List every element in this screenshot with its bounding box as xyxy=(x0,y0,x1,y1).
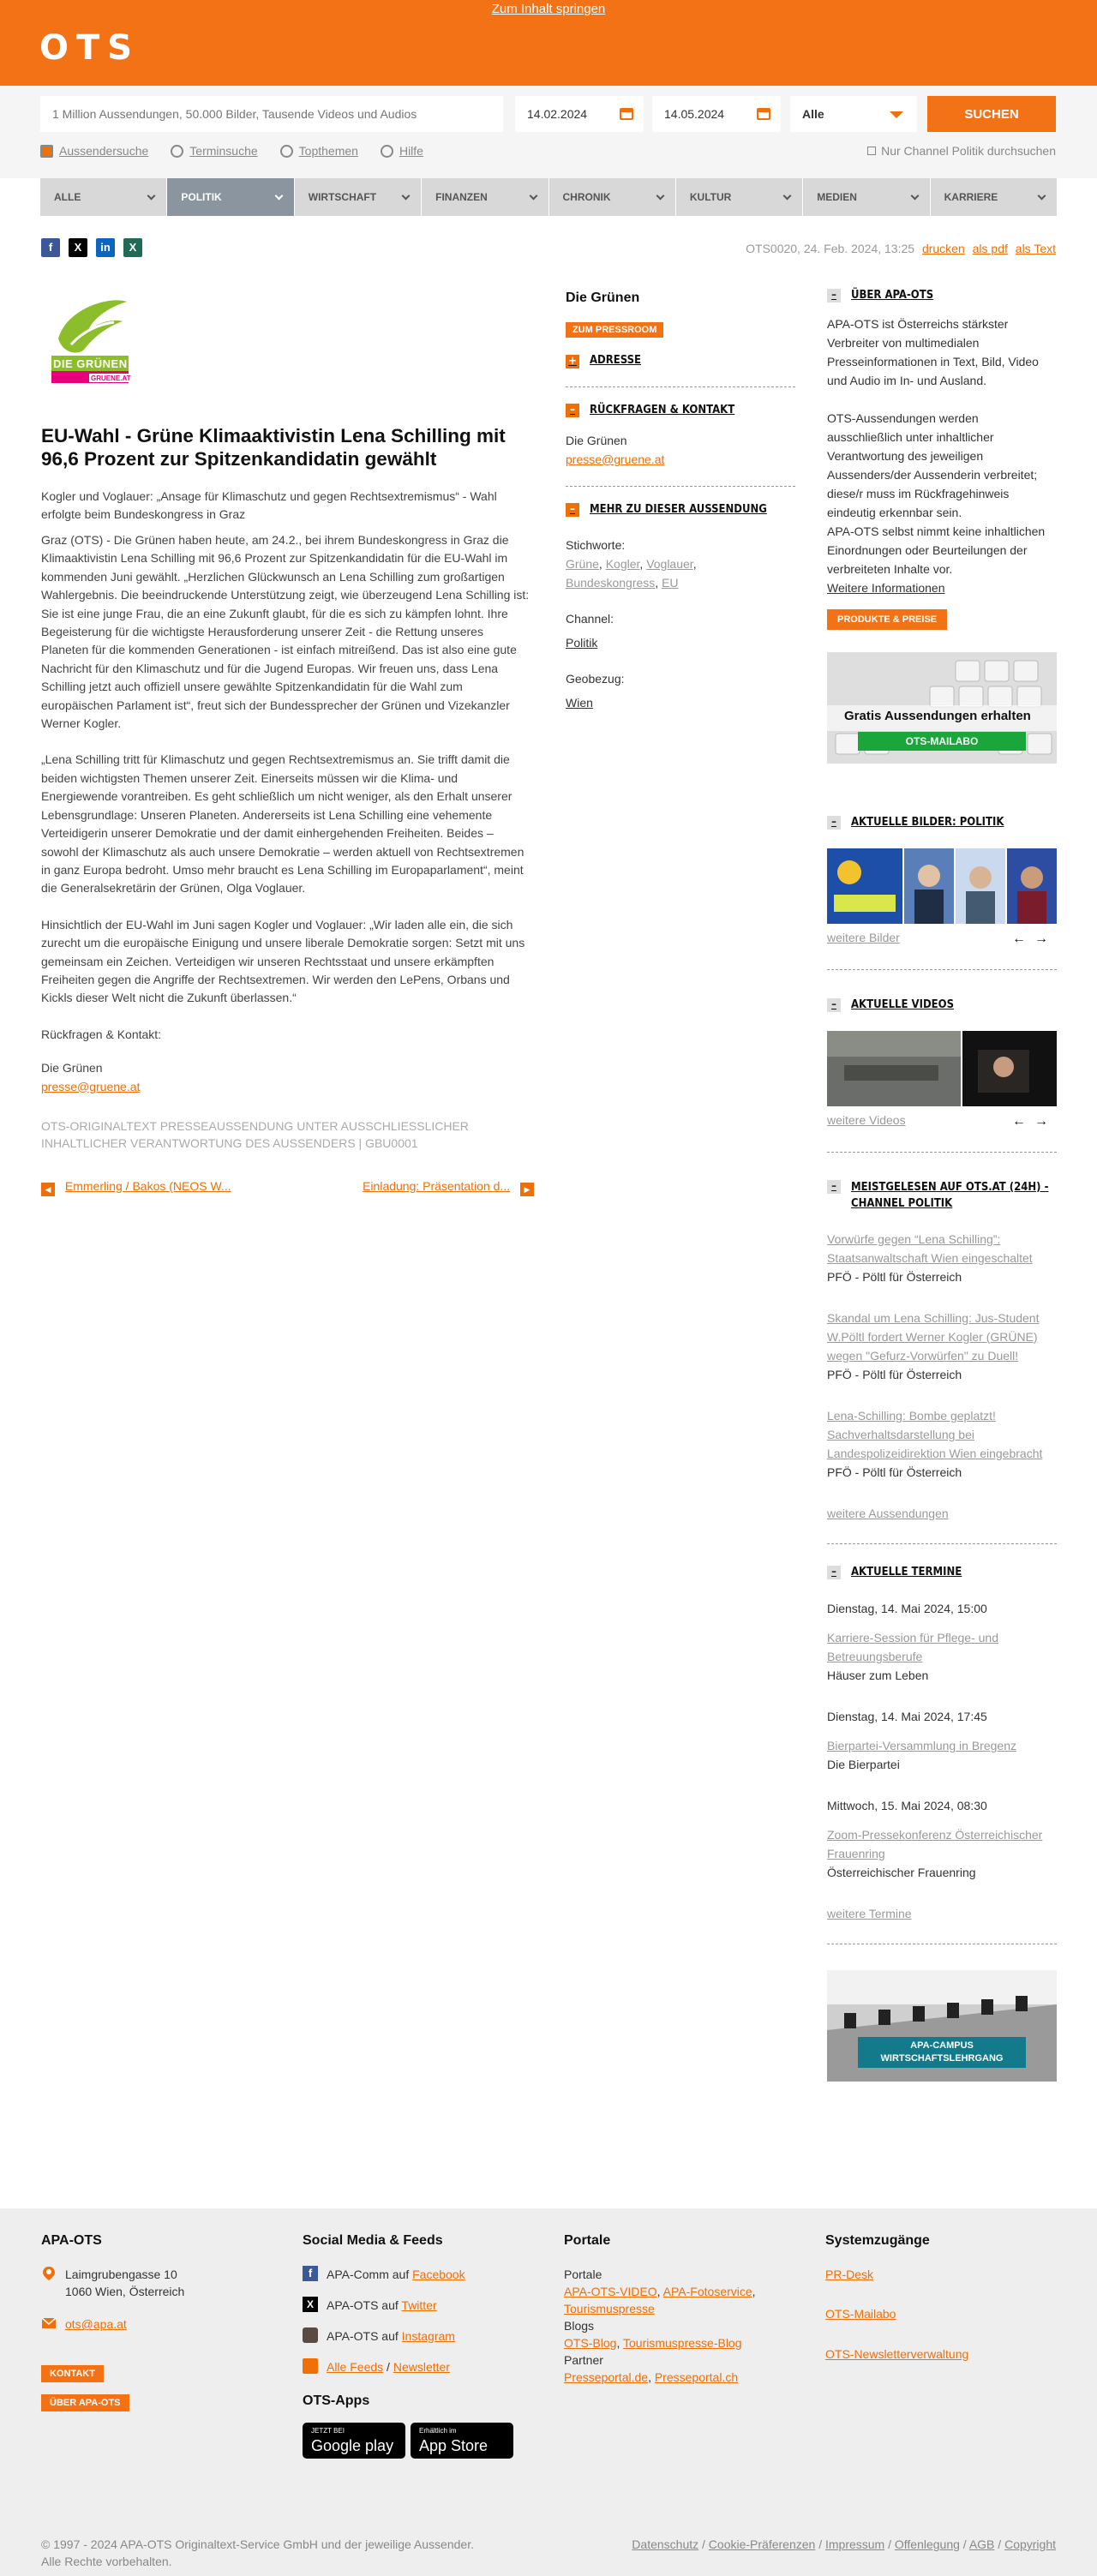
feeds-item: Alle Feeds / Newsletter xyxy=(303,2358,530,2375)
most-read-section xyxy=(827,1180,1057,1544)
event-link[interactable]: Zoom-Pressekonferenz Österreichischer Frauenring xyxy=(827,1828,1043,1861)
facebook-icon: f xyxy=(303,2266,318,2281)
disclosure-link[interactable]: Offenlegung xyxy=(894,2537,960,2551)
about-box xyxy=(827,288,1057,630)
contact-email-link[interactable]: presse@gruene.at xyxy=(566,452,665,466)
badge-title: Google play xyxy=(311,2437,394,2455)
image-thumbnail[interactable] xyxy=(1007,848,1057,924)
nav-tab-label: CHRONIK xyxy=(562,191,611,203)
nav-tab-politik[interactable] xyxy=(167,178,294,216)
top-topics-link[interactable] xyxy=(280,142,358,159)
system-link[interactable]: OTS-Newsletterverwaltung xyxy=(825,2346,969,2361)
more-toggle[interactable] xyxy=(566,502,795,518)
search-links xyxy=(40,142,423,159)
xing-icon[interactable]: X xyxy=(123,238,142,257)
footer-col-portals: Portale Portale APA-OTS-VIDEO, APA-Fotoservice, Tourismuspresse Blogs OTS-Blog, Tourismuspresse-Blog Partner Presseportal.de, Presseportal.ch xyxy=(564,2231,791,2386)
x-twitter-icon: X xyxy=(303,2297,318,2312)
sender-column xyxy=(566,288,795,712)
footer-heading: Portale xyxy=(564,2233,611,2248)
geo-label: Geobezug: xyxy=(566,671,625,686)
videos-nav xyxy=(827,1111,1057,1131)
partner-link[interactable]: Presseportal.de xyxy=(564,2370,649,2385)
blog-link[interactable]: Tourismuspresse-Blog xyxy=(623,2336,742,2351)
keyword-link[interactable]: Kogler xyxy=(605,556,640,571)
top-bar xyxy=(0,0,1097,86)
event-item xyxy=(827,1707,1057,1774)
minus-icon: – xyxy=(827,289,841,303)
article-paragraph: Graz (OTS) - Die Grünen haben heute, am 24.2., bei ihrem Bundeskongress in Graz die Klimaaktivistin Lena Schilling mit 96,6 Prozent zur Spitzenkandidatin für die EU-Wahl im kommenden Juni gewählt. „Herzlichen Glückwunsch an Lena Schilling zum großartigen Wahlergebnis. Die beeindruckende Unterstützung zeigt, wie überzeugend Lena Schilling ist: Sie ist eine junge Frau, die an eine Zukunft glaubt, für die es sich zu kämpfen lohnt. Ihre Begeisterung für die wichtigste Herausforderung unserer Zeit - die Rettung unseres Planeten für die kommenden Generationen - ist einfach mitreißend. Das ist also eine gute Nachricht für den Klimaschutz und für die Jugend Europas. Wir freuen uns, dass Lena Schilling jetzt auch offiziell unsere gewählte Spitzenkandidatin für die Wahl zum europäischen Parlament ist“, freut sich der Bundessprecher der Grünen und Vizekanzler Werner Kogler. xyxy=(41,533,530,731)
most-read-item xyxy=(827,1230,1057,1286)
nav-tab-medien[interactable] xyxy=(803,178,930,216)
footer-heading: OTS-Apps xyxy=(303,2393,370,2409)
nav-tab-chronik[interactable] xyxy=(549,178,676,216)
social-prefix: APA-Comm auf xyxy=(327,2267,410,2282)
arrow-left-icon: ◀ xyxy=(41,1183,55,1196)
contact-button[interactable]: KONTAKT xyxy=(41,2365,104,2382)
contact-org: Die Grünen xyxy=(566,433,627,447)
google-play-badge[interactable] xyxy=(303,2423,405,2459)
app-store-badge[interactable] xyxy=(411,2423,513,2459)
more-section: – MEHR ZU DIESER AUSSENDUNG Stichworte: Grüne, Kogler, Voglauer, Bundeskongress, EU Channel: Politik Geobezug: Wien xyxy=(566,487,795,712)
release-id: OTS0020, 24. Feb. 2024, 13:25 xyxy=(746,242,915,255)
mailabo-text: Gratis Aussendungen erhalten xyxy=(844,708,1031,723)
footer-col-social xyxy=(303,2231,530,2459)
portal-group-label: Partner xyxy=(564,2353,603,2368)
rss-icon xyxy=(303,2358,318,2374)
nav-tab-karriere[interactable] xyxy=(931,178,1057,216)
event-item xyxy=(827,1599,1057,1685)
blog-link[interactable]: OTS-Blog xyxy=(564,2336,617,2351)
campus-label-line: WIRTSCHAFTSLEHRGANG xyxy=(880,2053,1004,2064)
nav-tab-alle[interactable] xyxy=(40,178,167,216)
image-thumbnail[interactable] xyxy=(956,848,1005,924)
plus-icon: + xyxy=(566,355,579,368)
images-section xyxy=(827,815,1057,970)
more-releases-link[interactable]: weitere Aussendungen xyxy=(827,1506,949,1520)
cookie-link[interactable]: Cookie-Präferenzen xyxy=(708,2537,816,2551)
section-title: AKTUELLE TERMINE xyxy=(851,1565,962,1579)
images-nav xyxy=(827,929,1057,949)
address-section xyxy=(566,338,795,387)
footer-col-apa xyxy=(41,2231,268,2411)
chevron-down-icon xyxy=(402,192,411,201)
chevron-down-icon xyxy=(529,192,537,201)
products-prices-button[interactable]: PRODUKTE & PREISE xyxy=(827,609,947,630)
chevron-down-icon xyxy=(1038,192,1046,201)
most-read-link[interactable]: Skandal um Lena Schilling: Jus-Student W.Pöltl fordert Werner Kogler (GRÜNE) wegen "Gefurz-Vorwürfen" zu Duell! xyxy=(827,1310,1040,1363)
facebook-icon[interactable]: f xyxy=(41,238,60,257)
badge-title: App Store xyxy=(419,2437,489,2455)
date-from-value: 14.02.2024 xyxy=(527,107,588,121)
nav-tab-wirtschaft[interactable] xyxy=(295,178,422,216)
address-toggle[interactable] xyxy=(566,353,795,369)
events-toggle[interactable] xyxy=(827,1565,1057,1581)
calendar-icon[interactable] xyxy=(757,108,770,120)
search-area xyxy=(0,86,1097,178)
prev-next-nav xyxy=(41,1177,534,1196)
copyright xyxy=(41,2536,474,2570)
event-date: Mittwoch, 15. Mai 2024, 08:30 xyxy=(827,1799,987,1813)
instagram-icon xyxy=(303,2327,318,2343)
campus-banner[interactable] xyxy=(827,1970,1057,2082)
nav-tab-label: WIRTSCHAFT xyxy=(308,191,377,203)
contact-toggle[interactable] xyxy=(566,403,795,419)
mail-icon xyxy=(41,2315,57,2331)
nav-tab-label: MEDIEN xyxy=(817,191,857,203)
copyright-link[interactable]: Copyright xyxy=(1004,2537,1056,2551)
imprint-link[interactable]: Impressum xyxy=(824,2537,885,2551)
link-label: Hilfe xyxy=(399,144,423,158)
prev-release[interactable] xyxy=(41,1177,231,1196)
pdf-link[interactable]: als pdf xyxy=(972,242,1008,255)
chevron-down-icon xyxy=(783,192,792,201)
copyright-line: © 1997 - 2024 APA-OTS Originaltext-Service GmbH und der jeweilige Aussender. xyxy=(41,2537,474,2551)
section-title: AKTUELLE VIDEOS xyxy=(851,997,955,1011)
image-thumbnail[interactable] xyxy=(904,848,954,924)
address-line: 1060 Wien, Österreich xyxy=(65,2285,185,2299)
facebook-link[interactable]: Facebook xyxy=(412,2267,465,2282)
feeds-link[interactable]: Alle Feeds xyxy=(327,2360,384,2375)
legal-links: Datenschutz / Cookie-Präferenzen / Impressum / Offenlegung / AGB / Copyright xyxy=(632,2537,1056,2551)
app-badges xyxy=(303,2423,530,2459)
portal-group-label: Blogs xyxy=(564,2319,595,2333)
keyword-link[interactable]: EU xyxy=(662,575,679,590)
contact-email-link[interactable]: presse@gruene.at xyxy=(41,1079,141,1093)
section-title xyxy=(851,1180,1048,1213)
social-item xyxy=(303,2297,530,2314)
section-title-line: MEISTGELESEN AUF OTS.AT (24H) - xyxy=(851,1180,1049,1194)
instagram-link[interactable]: Instagram xyxy=(401,2329,455,2344)
ots-logo[interactable]: OTS xyxy=(39,28,141,68)
campus-label-line: APA-CAMPUS xyxy=(910,2040,974,2052)
logo-text: DIE GRÜNEN xyxy=(53,357,128,370)
newsletter-link[interactable]: Newsletter xyxy=(393,2360,450,2375)
minus-icon: – xyxy=(827,1180,841,1194)
event-host: Häuser zum Leben xyxy=(827,1668,929,1683)
badge-caption: JETZT BEI xyxy=(311,2427,345,2435)
most-read-item xyxy=(827,1309,1057,1384)
minus-icon: – xyxy=(827,816,841,830)
terms-link[interactable]: AGB xyxy=(968,2537,995,2551)
logo-url: GRUENE.AT xyxy=(91,374,131,382)
video-thumbnail[interactable] xyxy=(962,1031,1057,1106)
article-lead: Kogler und Voglauer: „Ansage für Klimaschutz und gegen Rechtsextremismus“ - Wahl erfolgte beim Bundeskongress in Graz xyxy=(41,489,497,521)
videos-toggle[interactable] xyxy=(827,997,1057,1014)
campus-label[interactable] xyxy=(858,2037,1026,2068)
link-label: Aussendersuche xyxy=(59,144,149,158)
portal-link[interactable]: Tourismuspresse xyxy=(564,2302,655,2316)
more-events-link[interactable]: weitere Termine xyxy=(827,1907,912,1921)
channel-link[interactable]: Politik xyxy=(566,635,598,650)
contact-org: Die Grünen xyxy=(41,1061,103,1075)
text-link[interactable]: als Text xyxy=(1015,242,1056,255)
minus-icon: – xyxy=(827,998,841,1012)
privacy-link[interactable]: Datenschutz xyxy=(632,2537,699,2551)
footer-heading: Social Media & Feeds xyxy=(303,2233,443,2248)
event-date: Dienstag, 14. Mai 2024, 15:00 xyxy=(827,1602,987,1616)
event-item xyxy=(827,1796,1057,1882)
contact-label: Rückfragen & Kontakt: xyxy=(41,1027,162,1041)
channel-label: Channel: xyxy=(566,611,614,626)
contact-section xyxy=(566,387,795,487)
link-label: Terminsuche xyxy=(189,144,258,158)
footer-heading: APA-OTS xyxy=(41,2233,102,2248)
portal-group-label: Portale xyxy=(564,2267,602,2282)
portal-link[interactable]: APA-OTS-VIDEO xyxy=(564,2285,657,2299)
chevron-down-icon xyxy=(656,192,664,201)
skip-link[interactable]: Zum Inhalt springen xyxy=(491,2,606,16)
social-item xyxy=(303,2266,530,2283)
twitter-link[interactable]: Twitter xyxy=(401,2298,437,2313)
badge-caption: Erhältlich im xyxy=(419,2427,457,2435)
section-title: MEHR ZU DIESER AUSSENDUNG xyxy=(590,502,767,516)
chevron-down-icon xyxy=(910,192,919,201)
keyword-link[interactable]: Bundeskongress xyxy=(566,575,656,590)
keywords-label: Stichworte: xyxy=(566,537,626,552)
about-button[interactable]: ÜBER APA-OTS xyxy=(41,2394,129,2411)
geo-link[interactable]: Wien xyxy=(566,695,593,710)
image-thumbnails xyxy=(827,848,1057,924)
email-link[interactable]: ots@apa.at xyxy=(65,2317,127,2332)
social-prefix: APA-OTS auf xyxy=(327,2298,399,2313)
section-title: AKTUELLE BILDER: POLITIK xyxy=(851,815,1004,829)
article-headline: EU-Wahl - Grüne Klimaaktivistin Lena Schilling mit 96,6 Prozent zur Spitzenkandidatin gewählt xyxy=(41,425,506,470)
help-link[interactable] xyxy=(381,142,423,159)
channel-only-checkbox[interactable] xyxy=(867,142,1056,159)
link-label: Topthemen xyxy=(298,144,358,158)
nav-tab-finanzen[interactable] xyxy=(422,178,548,216)
minus-icon: – xyxy=(827,1566,841,1579)
keyword-link[interactable]: Voglauer xyxy=(646,556,693,571)
videos-section xyxy=(827,997,1057,1153)
system-link[interactable]: PR-Desk xyxy=(825,2267,874,2282)
keyword-link[interactable]: Grüne xyxy=(566,556,599,571)
pressroom-button[interactable]: ZUM PRESSROOM xyxy=(566,322,663,338)
category-nav xyxy=(40,178,1057,216)
sender-search-link[interactable] xyxy=(40,142,148,159)
video-thumbnails xyxy=(827,1031,1057,1106)
events-section xyxy=(827,1565,1057,1945)
date-to-field[interactable] xyxy=(652,96,781,132)
chevron-down-icon xyxy=(274,192,283,201)
most-read-source: PFÖ - Pöltl für Österreich xyxy=(827,1465,962,1479)
section-title-line: CHANNEL POLITIK xyxy=(851,1196,953,1210)
social-prefix: APA-OTS auf xyxy=(327,2329,399,2344)
section-title: ADRESSE xyxy=(590,354,642,368)
event-link[interactable]: Karriere-Session für Pflege- und Betreuungsberufe xyxy=(827,1631,998,1664)
calendar-icon[interactable] xyxy=(620,108,633,120)
minus-icon: – xyxy=(566,404,579,417)
about-text: APA-OTS ist Österreichs stärkster Verbreiter von multimedialen Presseinformationen in Text, Bild, Video und Audio im In- und Ausland. xyxy=(827,316,1039,387)
location-pin-icon xyxy=(41,2266,57,2281)
footer-email xyxy=(41,2315,268,2333)
chevron-down-icon xyxy=(890,111,903,118)
partner-link[interactable]: Presseportal.ch xyxy=(654,2370,739,2385)
event-link[interactable]: Bierpartei-Versammlung in Bregenz xyxy=(827,1739,1016,1753)
nav-tab-kultur[interactable] xyxy=(676,178,803,216)
prev-release-link[interactable]: Emmerling / Bakos (NEOS W... xyxy=(64,1178,231,1193)
nav-tab-label: POLITIK xyxy=(181,191,222,203)
address-line: Laimgrubengasse 10 xyxy=(65,2267,177,2282)
most-read-source: PFÖ - Pöltl für Österreich xyxy=(827,1269,962,1284)
clock-icon xyxy=(171,145,183,158)
video-thumbnail[interactable] xyxy=(827,1031,961,1106)
search-button[interactable]: SUCHEN xyxy=(927,96,1056,132)
portal-link[interactable]: APA-Fotoservice xyxy=(662,2285,752,2299)
checkbox-label: Nur Channel Politik durchsuchen xyxy=(881,144,1056,158)
share-bar xyxy=(41,238,142,257)
next-release-link[interactable]: Einladung: Präsentation d... xyxy=(363,1178,511,1193)
article-paragraph: Hinsichtlich der EU-Wahl im Juni sagen Kogler und Voglauer: „Wir laden alle ein, die sich zurecht um die europäische Einigung und unsere liberale Demokratie sorgen: Setzt mit uns gemeinsam ein Zeichen. Verteidigen wir unseren Rechtsstaat und unsere erkämpften Freiheiten gegen die Angriffe der Rechtsextremen. Wir werden den LePens, Orbans und Kickls dieser Welt nicht die Zukunft überlassen.“ xyxy=(41,917,525,1005)
most-read-item xyxy=(827,1406,1057,1482)
footer-address xyxy=(41,2266,268,2300)
event-date: Dienstag, 14. Mai 2024, 17:45 xyxy=(827,1710,987,1724)
arrow-right-icon: ▶ xyxy=(520,1183,534,1196)
building-icon xyxy=(40,145,53,158)
most-read-toggle[interactable] xyxy=(827,1180,1057,1213)
linkedin-icon[interactable]: in xyxy=(96,238,115,257)
checkbox-box[interactable] xyxy=(867,147,876,155)
most-read-link[interactable]: Vorwürfe gegen “Lena Schilling”: Staatsanwaltschaft Wien eingeschaltet xyxy=(827,1231,1033,1265)
most-read-link[interactable]: Lena-Schilling: Bombe geplatzt! Sachverhaltsdarstellung bei Landespolizeidirektion Wien eingebracht xyxy=(827,1408,1043,1460)
responsibility-note: OTS-ORIGINALTEXT PRESSEAUSSENDUNG UNTER AUSSCHLIESSLICHER INHALTLICHER VERANTWORTUNG DES AUSSENDERS | GBU0001 xyxy=(41,1118,469,1150)
footer-col-system xyxy=(825,2231,1052,2363)
nav-tab-label: ALLE xyxy=(54,191,81,203)
sidebar xyxy=(827,288,1057,2082)
minus-icon: – xyxy=(566,503,579,517)
x-twitter-icon[interactable]: X xyxy=(69,238,87,257)
category-select-value: Alle xyxy=(802,107,824,121)
more-videos-link[interactable]: weitere Videos xyxy=(827,1112,906,1127)
article-meta xyxy=(746,240,1056,257)
section-title: ÜBER APA-OTS xyxy=(851,289,934,302)
system-link[interactable]: OTS-Mailabo xyxy=(825,2307,896,2321)
compass-icon xyxy=(280,145,293,158)
sender-name: Die Grünen xyxy=(566,291,640,305)
more-info-link[interactable]: Weitere Informationen xyxy=(827,580,945,595)
footer xyxy=(0,2208,1097,2576)
event-host: Die Bierpartei xyxy=(827,1758,900,1772)
footer-heading: Systemzugänge xyxy=(825,2233,930,2248)
gruene-logo xyxy=(41,291,135,394)
event-host: Österreichischer Frauenring xyxy=(827,1866,976,1880)
nav-tab-label: FINANZEN xyxy=(435,191,488,203)
social-item xyxy=(303,2327,530,2345)
article xyxy=(41,291,534,1196)
next-release[interactable] xyxy=(363,1177,534,1196)
mailabo-button[interactable]: OTS-MAILABO xyxy=(858,732,1026,751)
mailabo-banner[interactable] xyxy=(827,652,1057,764)
chevron-down-icon xyxy=(147,192,156,201)
category-select[interactable] xyxy=(790,96,917,132)
image-thumbnail[interactable] xyxy=(827,848,902,924)
images-toggle[interactable] xyxy=(827,815,1057,831)
about-text: APA-OTS selbst nimmt keine inhaltlichen Einordnungen oder Beurteilungen der verbreiteten Inhalte vor. xyxy=(827,524,1046,576)
nav-tab-label: KARRIERE xyxy=(944,191,998,203)
more-images-link[interactable]: weitere Bilder xyxy=(827,930,900,944)
carousel-arrows[interactable]: ←→ xyxy=(1012,931,1057,946)
date-from-field[interactable] xyxy=(515,96,644,132)
event-search-link[interactable] xyxy=(171,142,257,159)
info-icon xyxy=(381,145,393,158)
section-title: RÜCKFRAGEN & KONTAKT xyxy=(590,404,735,417)
date-to-value: 14.05.2024 xyxy=(664,107,725,121)
nav-tab-label: KULTUR xyxy=(689,191,732,203)
search-input[interactable] xyxy=(40,96,503,132)
copyright-line: Alle Rechte vorbehalten. xyxy=(41,2555,172,2568)
about-toggle[interactable] xyxy=(827,288,1057,304)
print-link[interactable]: drucken xyxy=(921,242,965,255)
carousel-arrows[interactable]: ←→ xyxy=(1012,1113,1057,1129)
article-paragraph: „Lena Schilling tritt für Klimaschutz und gegen Rechtsextremismus an. Sie trifft damit die beiden wichtigsten Themen unserer Zeit. Einerseits müssen wir die Klima- und Energiewende vorantreiben. Es geht schließlich um nicht weniger, als den Erhalt unserer Lebensgrundlage: Unseren Planeten. Andererseits ist Lena Schilling eine vehemente Verteidigerin unserer Demokratie und der damit einhergehenden Freiheiten. Beides – sowohl der Klimaschutz als auch unsere Demokratie – werden aktuell von Rechtsextremen in ganz Europa bedroht. Umso mehr braucht es Lena Schilling im Europaparlament“, meint die Generalsekretärin der Grünen, Olga Voglauer. xyxy=(41,752,525,896)
about-text: OTS-Aussendungen werden ausschließlich unter inhaltlicher Verantwortung des jeweiligen Aussenders/der Aussenderin verbreitet; diese/r muss im Rückfragehinweis eindeutig erkennbar sein. xyxy=(827,410,1038,519)
most-read-source: PFÖ - Pöltl für Österreich xyxy=(827,1367,962,1381)
